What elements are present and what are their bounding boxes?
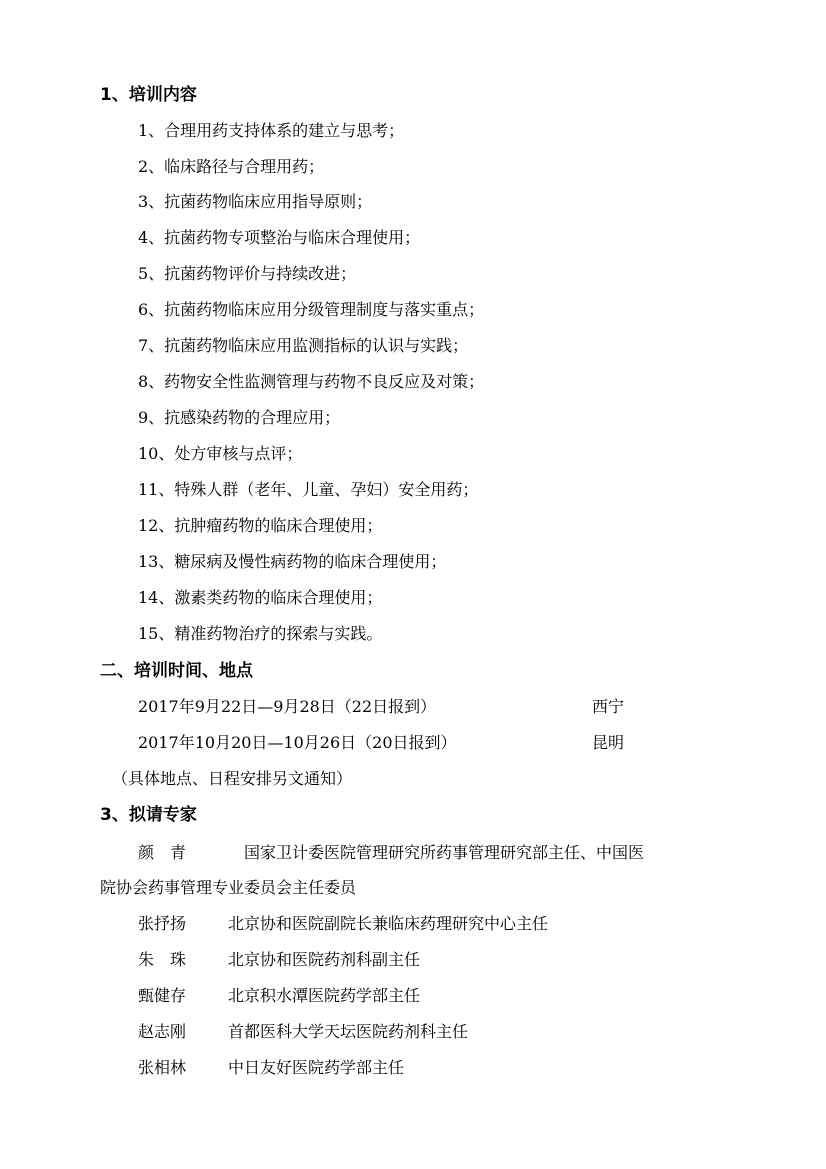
expert-name: 张相林 [138, 1058, 187, 1077]
session-place: 西宁 [592, 697, 625, 716]
list-item: 2、临床路径与合理用药； [138, 157, 325, 176]
list-item: 9、抗感染药物的合理应用； [138, 408, 341, 427]
expert-name: 甄健存 [138, 986, 187, 1005]
expert-title: 北京积水潭医院药学部主任 [228, 986, 421, 1005]
list-item: 4、抗菌药物专项整治与临床合理使用； [138, 228, 421, 247]
list-item: 5、抗菌药物评价与持续改进； [138, 264, 357, 283]
list-item: 15、精准药物治疗的探索与实践。 [138, 624, 383, 643]
section-heading-experts: 3、拟请专家 [100, 805, 197, 825]
section-heading-training-content: 1、培训内容 [100, 85, 197, 105]
expert-title-continued: 院协会药事管理专业委员会主任委员 [100, 878, 357, 897]
list-item: 12、抗肿瘤药物的临床合理使用； [138, 516, 383, 535]
list-item: 14、激素类药物的临床合理使用； [138, 588, 383, 607]
list-item: 7、抗菌药物临床应用监测指标的认识与实践； [138, 336, 469, 355]
expert-title: 北京协和医院药剂科副主任 [228, 950, 421, 969]
expert-title: 中日友好医院药学部主任 [228, 1058, 405, 1077]
list-item: 8、药物安全性监测管理与药物不良反应及对策； [138, 372, 485, 391]
section-heading-time-location: 二、培训时间、地点 [100, 661, 253, 681]
list-item: 6、抗菌药物临床应用分级管理制度与落实重点； [138, 300, 485, 319]
expert-name: 颜 青 [138, 843, 187, 862]
expert-name: 赵志刚 [138, 1022, 187, 1041]
session-place: 昆明 [592, 733, 625, 752]
session-time: 2017年10月20日—10月26日（20日报到） [138, 733, 457, 752]
expert-title: 首都医科大学天坛医院药剂科主任 [228, 1022, 469, 1041]
expert-name: 朱 珠 [138, 950, 187, 969]
list-item: 11、特殊人群（老年、儿童、孕妇）安全用药； [138, 480, 479, 499]
schedule-note: （具体地点、日程安排另文通知） [112, 769, 353, 788]
expert-title: 国家卫计委医院管理研究所药事管理研究部主任、中国医 [244, 843, 645, 862]
list-item: 10、处方审核与点评； [138, 444, 303, 463]
session-time: 2017年9月22日—9月28日（22日报到） [138, 697, 437, 716]
list-item: 3、抗菌药物临床应用指导原则； [138, 192, 373, 211]
list-item: 1、合理用药支持体系的建立与思考； [138, 121, 405, 140]
expert-name: 张抒扬 [138, 914, 187, 933]
list-item: 13、糖尿病及慢性病药物的临床合理使用； [138, 552, 447, 571]
expert-title: 北京协和医院副院长兼临床药理研究中心主任 [228, 914, 549, 933]
